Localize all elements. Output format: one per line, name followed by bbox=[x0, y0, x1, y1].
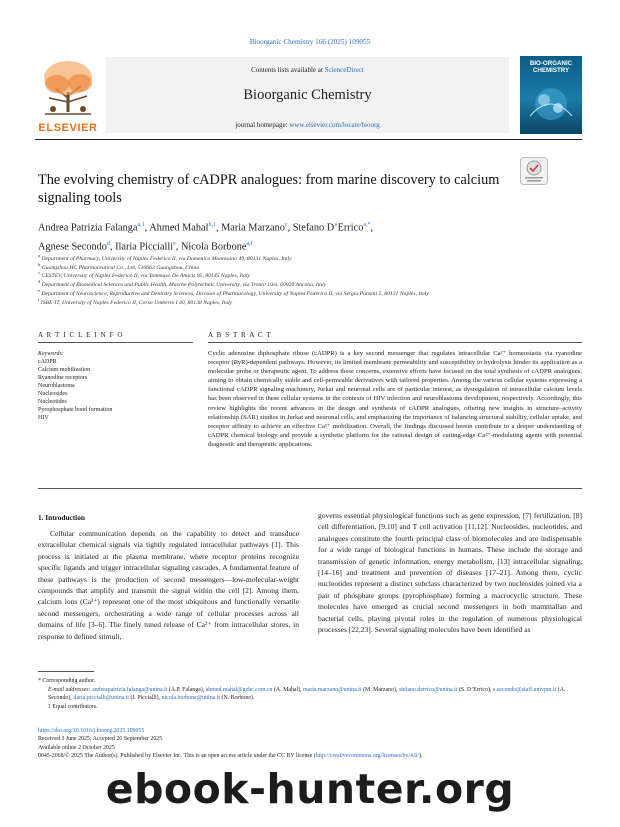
author-list: Andrea Patrizia Falanga$^{a,1}$, Ahmed Mahal$^{b,1}$, Maria Marzano$^c$, Stefano D’Errico$^{a,*}$, Agnese Secondo$^d$, Ilaria Piccialli$^e$, Nicola Borbone$^{a,f}$ bbox=[38, 222, 374, 253]
abstract-heading: A B S T R A C T bbox=[208, 331, 272, 339]
article-info-heading: A R T I C L E I N F O bbox=[38, 331, 124, 339]
section-heading-introduction: 1. Introduction bbox=[38, 513, 85, 522]
author-name[interactable]: Ahmed Mahal bbox=[149, 222, 209, 234]
affiliation bbox=[38, 270, 578, 279]
abstract-bottom-rule bbox=[38, 488, 582, 489]
homepage-prefix: journal homepage: bbox=[235, 121, 290, 129]
journal-homepage-line bbox=[106, 121, 509, 129]
journal-title: Bioorganic Chemistry bbox=[243, 87, 372, 103]
affiliation-sup: c bbox=[38, 270, 40, 275]
affiliation-sup: b bbox=[38, 262, 41, 267]
keyword: cADPR bbox=[38, 359, 57, 365]
email-owner: (N. Borbone). bbox=[220, 695, 255, 702]
article-title: The evolving chemistry of cADPR analogues: from marine discovery to calcium signaling tools bbox=[38, 172, 500, 206]
affiliation-text: ISBE-IT, University of Naples Federico II, Corso Umberto I 40, 80138 Naples, Italy bbox=[40, 299, 233, 306]
intro-left-column: Cellular communication depends on the capability to detect and transduce extracellular chemical signals via tightly regulated intracellular pathways [1]. This process is initiated at the plasma membrane, where receptor proteins recognize specific ligands and trigger intracellular signaling cascades. A fundamental feature of these pathways is the production of second messengers—low-molecular-weight compounds that amplify and transmit the signal within the cell [2]. Among them, calcium ions (Ca²⁺) represent one of the most ubiquitous and functionally versatile second messengers, orchestrating a wide range of cellular processes across all domains of life [3–6]. The finely tuned release of Ca²⁺ from intracellular stores, in response to defined stimuli, bbox=[38, 529, 299, 641]
author-name[interactable]: Ilaria Piccialli bbox=[115, 241, 174, 253]
journal-homepage-link[interactable]: www.elsevier.com/locate/bioorg bbox=[289, 121, 380, 129]
received-accepted: Received 3 June 2025; Accepted 26 September 2025 bbox=[38, 736, 163, 743]
affiliation bbox=[38, 297, 578, 306]
affiliation-text: Department of Neuroscience, Reproductive and Dentistry Sciences, Division of Pharmacology, University of Naples Federico II, via Sergio Pansini 5, 80131 Naples, Italy bbox=[41, 290, 429, 297]
affiliation-text: Department of Pharmacy, University of Naples Federico II, via Domenico Montesano 49, 80131 Naples, Italy bbox=[41, 255, 292, 262]
email-label: E-mail addresses: bbox=[48, 686, 92, 693]
keywords-label: Keywords: bbox=[38, 351, 64, 357]
affiliation-sup: e bbox=[38, 288, 40, 293]
affiliation bbox=[38, 279, 578, 288]
email-link[interactable]: ahmed.mahal@gzhc.com.cn bbox=[205, 686, 273, 693]
author-name[interactable]: Andrea Patrizia Falanga bbox=[38, 222, 138, 234]
license-prefix: 0045-2068/© 2025 The Author(s). Published by Elsevier Inc. This is an open access article under the CC BY license ( bbox=[38, 753, 316, 760]
contents-available-line bbox=[106, 66, 509, 74]
author-sup: d bbox=[106, 241, 110, 248]
email-link[interactable]: maria.marzano@unina.it bbox=[303, 686, 362, 693]
available-online: Available online 2 October 2025 bbox=[38, 744, 115, 751]
email-owner: (A. Mahal), bbox=[272, 686, 304, 693]
footnotes bbox=[38, 677, 582, 711]
license-link[interactable]: http://creativecommons.org/licenses/by/4.0/ bbox=[315, 753, 420, 760]
keyword: Nucleosides bbox=[38, 391, 68, 397]
affiliation-text: Guangzhou HC Pharmaceutical Co., Ltd, 510663 Guangzhou, China bbox=[41, 264, 200, 271]
email-link[interactable]: a.secondo@staff.univpm.it bbox=[492, 686, 557, 693]
author-sup: e bbox=[173, 241, 176, 248]
header-divider bbox=[35, 139, 582, 140]
abstract-body: Cyclic adenosine diphosphate ribose (cADPR) is a key second messenger that regulates intracellular Ca²⁺ homeostasis via ryanodine receptor (RyR)-dependent pathways. However, its limited membrane permeability and susceptibility to hydrolysis hinder its application as a molecular probe or therapeutic agent. To address these concerns, extensive efforts have focused on the total synthesis of cADPR analogues, aiming to obtain chemically stable and cell-permeable derivatives with tailored properties. Among the various cellular systems expressing a functional cADPR signaling machinery, Jurkat and neuronal cells are of particular interest, as dysregulation of intracellular calcium levels has been observed in these cellular systems in the contexts of HIV infection and neuroblastoma development, respectively. Accordingly, this review highlights the recent advances in the design and synthesis of cADPR analogues, offering new insights in structure–activity relationship (SAR) studies in Jurkat and neuronal cells, and emphasizing the importance of balancing structural stability, cellular uptake, and receptor affinity to achieve an effective Ca²⁺ mobilization. Overall, the findings discussed herein contribute to a deeper understanding of cADPR chemical biology and provide a synthetic platform for the rational design of cutting-edge Ca²⁺-modulating agents with potential diagnostic and therapeutic applications. bbox=[208, 350, 582, 448]
keyword: Ryanodine receptors bbox=[38, 375, 88, 381]
keyword: Nucleotides bbox=[38, 399, 67, 405]
email-link[interactable]: stefano.derrico@unina.it bbox=[398, 686, 458, 693]
email-addresses bbox=[38, 686, 582, 703]
author-name[interactable]: Maria Marzano bbox=[221, 222, 285, 234]
affiliation-sup: f bbox=[38, 297, 40, 302]
email-link[interactable]: ilaria.piccialli@unina.it bbox=[73, 695, 130, 702]
author-name[interactable]: Agnese Secondo bbox=[38, 241, 107, 253]
elsevier-wordmark: ELSEVIER bbox=[38, 122, 98, 134]
email-owner: (A. Secondo), bbox=[48, 686, 566, 702]
keyword: HIV bbox=[38, 415, 49, 421]
keyword: Neuroblastoma bbox=[38, 383, 75, 389]
author-name[interactable]: Stefano D’Errico bbox=[292, 222, 364, 234]
affiliation-text: Department of Biomedical Sciences and Public Health, Marche Polytechnic University, via Tronto 10/a, 60020 Ancona, Italy bbox=[41, 281, 327, 288]
cover-title: BIO-ORGANIC CHEMISTRY bbox=[529, 60, 573, 74]
email-owner: (M. Marzano), bbox=[361, 686, 399, 693]
corresponding-author-note: * Corresponding author. bbox=[38, 678, 96, 684]
abstract-rule bbox=[208, 342, 582, 343]
license-suffix: ). bbox=[419, 753, 423, 760]
author-sup: c bbox=[284, 222, 288, 228]
keyword: Pyrophosphate bond formation bbox=[38, 407, 113, 413]
author-sup: a,1 bbox=[137, 222, 145, 228]
author-sup: a,f bbox=[246, 241, 253, 248]
affiliation-text: CESTEV, University of Naples Federico II, via Tommaso De Amicis 95, 80145 Naples, Italy bbox=[41, 272, 250, 279]
email-owner: (S. D’Errico), bbox=[457, 686, 493, 693]
email-owner: (A.P. Falanga), bbox=[167, 686, 206, 693]
doi-link[interactable]: https://doi.org/10.1016/j.bioorg.2025.109055 bbox=[38, 728, 145, 734]
author-sup: a,* bbox=[363, 222, 371, 228]
footnote-rule bbox=[38, 671, 94, 672]
affiliation-sup: d bbox=[38, 279, 41, 284]
email-owner: (I. Piccialli), bbox=[129, 695, 162, 702]
equal-contribution-note: 1 Equal contributors. bbox=[48, 703, 98, 710]
check-for-updates-badge[interactable] bbox=[520, 157, 548, 185]
affiliation bbox=[38, 253, 578, 262]
email-link[interactable]: nicola.borbone@unina.it bbox=[161, 695, 221, 702]
article-meta bbox=[38, 727, 582, 761]
keyword: Calcium mobilization bbox=[38, 367, 91, 373]
article-info-rule bbox=[38, 342, 193, 343]
intro-right-column: governs essential physiological functions such as gene expression, [7] fertilization, [8] cell differentiation, [9,10] and T cell activation [11,12]. Nucleosides, nucleotides, and analogues constitute the fourth principal class of biomolecules and are indispensable for a wide range of biological functions in humans. These include the storage and transmission of genetic information, energy metabolism, [13] intracellular signaling, [14–16] and treatment and prevention of diseases [17–21]. Among them, cyclic nucleotides represent a distinct subclass characterized by two nucleosides joined via a pair of phosphate groups (pyrophosphate) forming a macrocyclic structure. These molecules have emerged as crucial second messengers in both mammalian and bacterial cells, playing pivotal roles in the regulation of numerous physiological processes [22,23]. Several signaling molecules have been identified as bbox=[318, 511, 582, 635]
author-sup: b,1 bbox=[208, 222, 216, 228]
author-name[interactable]: Nicola Borbone bbox=[180, 241, 247, 253]
sciencedirect-link[interactable]: ScienceDirect bbox=[324, 66, 364, 74]
affiliation bbox=[38, 288, 578, 297]
contents-prefix: Contents lists available at bbox=[251, 66, 325, 74]
license-line bbox=[38, 752, 582, 760]
watermark-text: ebook-hunter.org bbox=[105, 765, 515, 813]
email-link[interactable]: andreapatrizia.falanga@unina.it bbox=[91, 686, 168, 693]
journal-reference-link[interactable]: Bioorganic Chemistry 166 (2025) 109055 bbox=[249, 38, 371, 46]
affiliation-sup: a bbox=[38, 253, 40, 258]
